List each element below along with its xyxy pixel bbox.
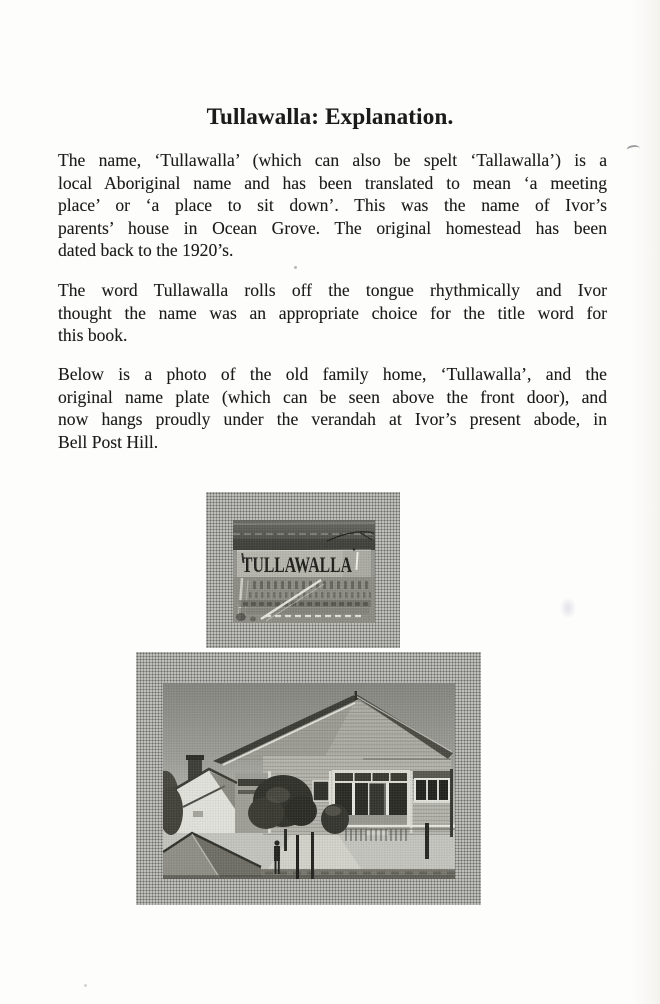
nameplate-figure: [206, 492, 400, 648]
text-line: parents’ house in Ocean Grove. The original homestead has been: [58, 217, 607, 238]
scan-speck: [84, 984, 87, 987]
halftone-overlay: [163, 683, 455, 879]
text-line: original name plate (which can be seen above the front door), and: [58, 386, 607, 407]
page-title: Tullawalla: Explanation.: [206, 104, 454, 129]
scan-smudge: [626, 144, 641, 155]
text-line: The word Tullawalla rolls off the tongue rhythmically and Ivor: [58, 280, 607, 300]
text-line: place’ or ‘a place to sit down’. This was the name of Ivor’s: [58, 195, 607, 215]
house-photo: [163, 683, 455, 879]
scan-smudge: [559, 596, 577, 620]
text-line: local Aboriginal name and has been translated to mean ‘a meeting: [58, 172, 607, 193]
text-line: dated back to the 1920’s.: [58, 240, 234, 260]
house-illustration: [163, 683, 455, 879]
text-line: Below is a photo of the old family home, ‘Tullawalla’, and the: [58, 364, 607, 384]
nameplate-photo: [233, 520, 375, 623]
house-figure: [136, 652, 481, 905]
paragraph-3: [58, 363, 607, 453]
text-line: The name, ‘Tullawalla’ (which can also be spelt ‘Tallawalla’) is a: [58, 150, 607, 170]
text-line: Bell Post Hill.: [58, 431, 159, 452]
text-line: this book.: [58, 325, 128, 345]
text-line: thought the name was an appropriate choice for the title word for: [58, 302, 607, 323]
scan-speck: [294, 266, 297, 269]
halftone-overlay: [233, 520, 375, 623]
paragraph-1: [58, 149, 607, 262]
paragraph-2: [58, 279, 607, 347]
nameplate-illustration: [233, 520, 375, 623]
text-line: now hangs proudly under the verandah at Ivor’s present abode, in: [58, 409, 607, 429]
